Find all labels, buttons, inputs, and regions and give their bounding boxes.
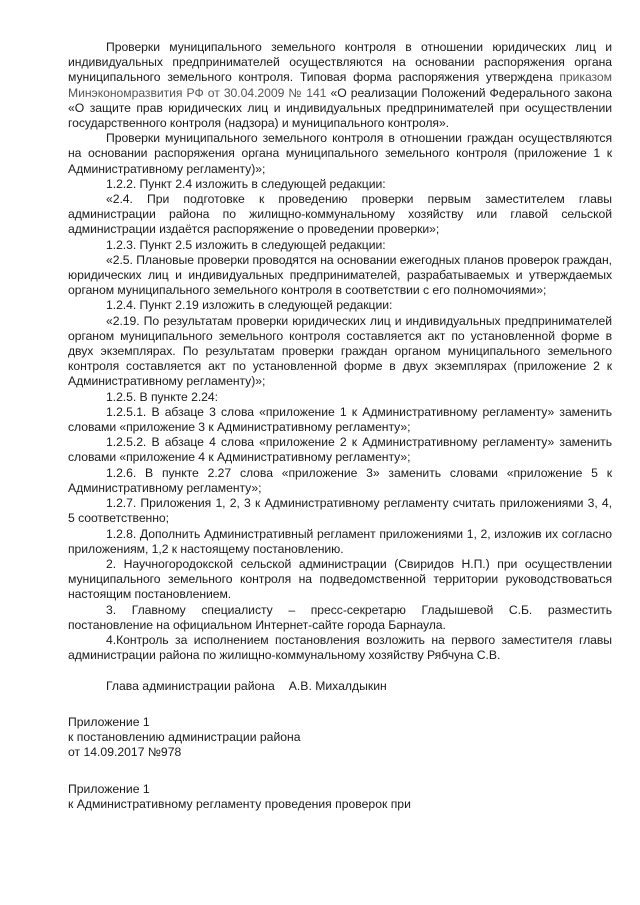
paragraph-text: «2.19. По результатам проверки юридических лиц и индивидуальных предпринимателей органом муниципального земельного контроля составляется акт по установленной форме в двух экземплярах. По результатам проверки граждан органом муниципального земельного контроля составляется акт по установленной форме в двух экземплярах (приложение 2 к Административному регламенту)»; — [68, 313, 612, 389]
paragraph-p4 — [68, 192, 612, 238]
paragraph-p17 — [68, 633, 612, 663]
paragraph-p7 — [68, 298, 612, 313]
paragraph-p1 — [68, 40, 612, 131]
signature-position: Глава администрации района — [106, 679, 275, 694]
paragraph-text: «2.4. При подготовке к проведению проверки первым заместителем главы администрации района по жилищно-коммунальному хозяйству или главой сельской администрации издаётся распоряжение о проведении проверки»; — [68, 192, 612, 237]
paragraph-p3 — [68, 177, 612, 192]
paragraph-text: 1.2.3. Пункт 2.5 изложить в следующей редакции: — [106, 237, 386, 252]
signature-name: А.В. Михалдыкин — [288, 679, 387, 694]
paragraph-text: 1.2.4. Пункт 2.19 изложить в следующей редакции: — [106, 298, 393, 313]
document-page — [68, 40, 612, 813]
paragraph-text: 1.2.6. В пункте 2.27 слова «приложение 3» заменить словами «приложение 5 к Административному регламенту»; — [68, 465, 612, 495]
paragraph-p8 — [68, 314, 612, 390]
paragraph-text: 1.2.7. Приложения 1, 2, 3 к Административному регламенту считать приложениями 3, 4, 5 соответственно; — [68, 496, 612, 526]
paragraph-p6 — [68, 253, 612, 299]
paragraph-text: 2. Научногородокской сельской администрации (Свиридов Н.П.) при осуществлении муниципального земельного контроля на подведомственной территории руководствоваться настоящим постановлением. — [68, 556, 612, 602]
paragraph-text: 1.2.8. Дополнить Административный регламент приложениями 1, 2, изложив их согласно приложениям, 1,2 к настоящему постановлению. — [68, 526, 612, 556]
appendix-date-number: от 14.09.2017 №978 — [68, 744, 182, 759]
paragraph-text: Проверки муниципального земельного контроля в отношении юридических лиц и индивидуальных предпринимателей осуществляются на основании распоряжения органа муниципального земельного контроля. Типовая форма распоряжения утверждена — [68, 40, 612, 85]
paragraph-p2 — [68, 131, 612, 177]
paragraph-text: Проверки муниципального земельного контроля в отношении граждан осуществляются на основании распоряжения органа муниципального земельного контроля (приложение 1 к Административному регламенту)»; — [68, 131, 612, 176]
signature-block — [68, 679, 612, 694]
paragraph-text: 1.2.5. В пункте 2.24: — [106, 389, 218, 404]
document-body — [68, 40, 612, 663]
appendix-title: Приложение 1 — [68, 782, 150, 797]
paragraph-text: 4.Контроль за исполнением постановления возложить на первого заместителя главы администрации района по жилищно-коммунальному хозяйству Рябчуна С.В. — [68, 632, 612, 663]
paragraph-p16 — [68, 603, 612, 633]
paragraph-p5 — [68, 238, 612, 253]
paragraph-text: 1.2.2. Пункт 2.4 изложить в следующей редакции: — [106, 176, 386, 191]
paragraph-p11 — [68, 435, 612, 465]
appendix-title: Приложение 1 — [68, 714, 150, 729]
paragraph-text: 1.2.5.1. В абзаце 3 слова «приложение 1 к Административному регламенту» заменить словами «приложение 3 к Административному регламенту»; — [68, 404, 612, 435]
appendix-header-resolution — [68, 715, 612, 761]
paragraph-text: «О реализации Положений Федерального закона «О защите прав юридических лиц и индивидуальных предпринимателей при осуществлении государственного контроля (надзора) и муниципального контроля». — [68, 85, 612, 131]
paragraph-text: 1.2.5.2. В абзаце 4 слова «приложение 2 к Административному регламенту» заменить словами «приложение 4 к Административному регламенту»; — [68, 435, 612, 465]
appendix-reference: к Административному регламенту проведения проверок при — [68, 797, 411, 812]
paragraph-text: 3. Главному специалисту – пресс-секретарю Гладышевой С.Б. разместить постановление на официальном Интернет-сайте города Барнаула. — [68, 602, 612, 632]
paragraph-p14 — [68, 527, 612, 557]
appendix-reference: к постановлению администрации района — [68, 729, 301, 744]
paragraph-p15 — [68, 557, 612, 603]
appendix-header-regulation — [68, 782, 612, 812]
paragraph-p10 — [68, 405, 612, 435]
paragraph-p13 — [68, 496, 612, 526]
paragraph-p12 — [68, 466, 612, 496]
document-reference-link[interactable]: приказом Минэкономразвития РФ от 30.04.2009 № 141 — [68, 70, 612, 100]
paragraph-text: «2.5. Плановые проверки проводятся на основании ежегодных планов проверок граждан, юридических лиц и индивидуальных предпринимателей, разрабатываемых и утверждаемых органом муниципального земельного контроля в соответствии с его полномочиями»; — [68, 252, 612, 298]
paragraph-p9 — [68, 390, 612, 405]
